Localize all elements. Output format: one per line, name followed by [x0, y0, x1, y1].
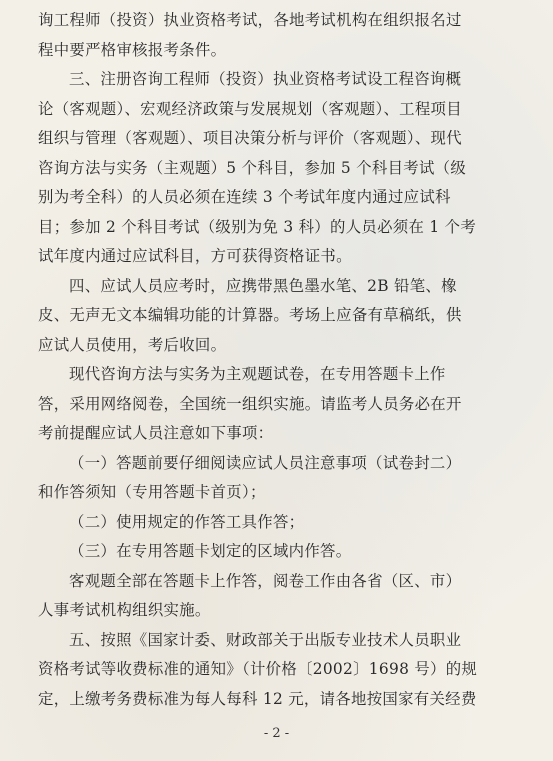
- text-line: 定，上缴考务费标准为每人每科 12 元，请各地按国家有关经费: [38, 689, 477, 708]
- text-line: 试年度内通过应试科目，方可获得资格证书。: [38, 247, 352, 265]
- text-line: 询工程师（投资）执业资格考试，各地考试机构在组织报名过: [38, 11, 462, 29]
- text-line: 论（客观题）、宏观经济政策与发展规划（客观题）、工程项目: [38, 99, 462, 118]
- text-line: 应试人员使用，考后收回。: [38, 335, 227, 354]
- page-number: - 2 -: [263, 726, 290, 741]
- text-line: 资格考试等收费标准的通知》（计价格〔2002〕1698 号）的规: [38, 660, 478, 678]
- text-line: 组织与管理（客观题）、项目决策分析与评价（客观题）、现代: [38, 129, 462, 147]
- text-line: 别为考全科）的人员必须在连续 3 个考试年度内通过应试科: [38, 188, 451, 206]
- text-line: 五、按照《国家计委、财政部关于出版专业技术人员职业: [69, 630, 462, 649]
- text-line: （三）在专用答题卡划定的区域内作答。: [69, 542, 352, 560]
- text-line: （一）答题前要仔细阅读应试人员注意事项（试卷封二）: [69, 453, 462, 472]
- text-line: 三、注册咨询工程师（投资）执业资格考试设工程咨询概: [69, 70, 462, 88]
- text-line: 咨询方法与实务（主观题）5 个科目，参加 5 个科目考试（级: [38, 158, 467, 177]
- text-line: （二）使用规定的作答工具作答；: [69, 512, 305, 531]
- text-line: 现代咨询方法与实务为主观题试卷，在专用答题卡上作: [69, 365, 446, 383]
- text-line: 四、应试人员应考时，应携带黑色墨水笔、2B 铅笔、橡: [69, 276, 457, 295]
- text-line: 程中要严格审核报考条件。: [38, 40, 227, 59]
- text-line: 考前提醒应试人员注意如下事项：: [38, 424, 274, 442]
- text-line: 答，采用网络阅卷，全国统一组织实施。请监考人员务必在开: [38, 394, 462, 413]
- text-line: 客观题全部在答题卡上作答，阅卷工作由各省（区、市）: [69, 571, 462, 590]
- text-line: 目；参加 2 个科目考试（级别为免 3 科）的人员必须在 1 个考: [38, 217, 477, 236]
- document-body: [38, 6, 518, 714]
- text-line: 皮、无声无文本编辑功能的计算器。考场上应备有草稿纸，供: [38, 306, 462, 324]
- text-line: 人事考试机构组织实施。: [38, 601, 211, 619]
- text-line: 和作答须知（专用答题卡首页）；: [38, 483, 266, 501]
